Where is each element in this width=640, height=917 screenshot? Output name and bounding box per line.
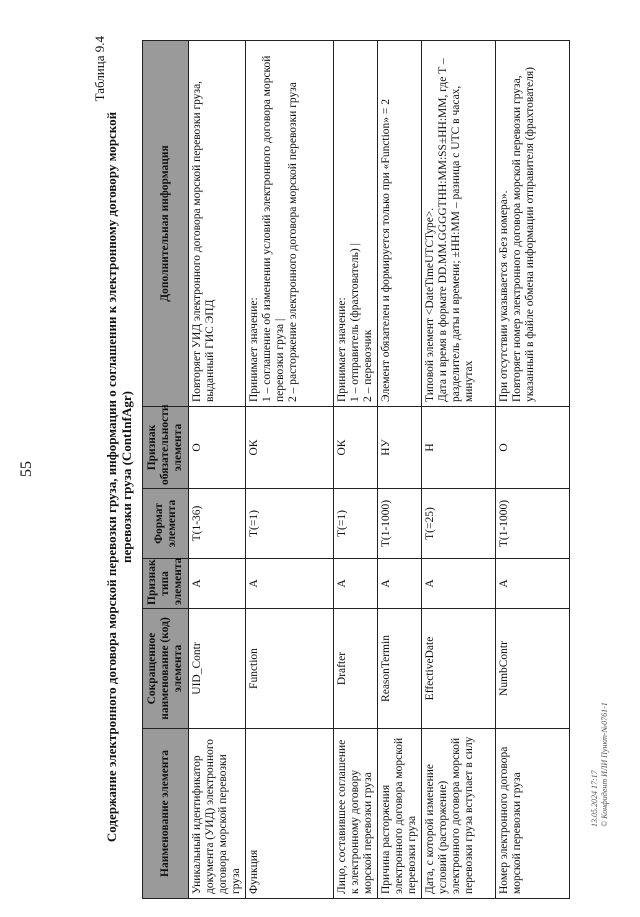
cell-required: НУ [378,407,422,489]
print-stamp [590,702,610,827]
cell-type: А [246,559,334,609]
table-row [334,41,378,899]
cell-code: ReasonTermin [378,609,422,729]
cell-required: О [496,407,570,489]
table-row [246,41,334,899]
cell-info: Принимает значение: 1 – отправитель (фрахтователь) | 2 – перевозчик [334,41,378,407]
cell-format: T(=25) [422,489,496,559]
cell-info: Повторяет УИД электронного договора морской перевозки груза, выданный ГИС ЭПД [189,41,246,407]
cell-code: NumbContr [496,609,570,729]
cell-name: Дата, с которой изменение условий (расторжение) электронного договора морской перевозки груза вступает в силу [422,729,496,899]
stamp-line: © Конфидент ИЛИ Пункт-№0761-1 [600,702,609,827]
table-row [378,41,422,899]
col-header-name: Наименование элемента [143,729,189,899]
cell-code: Function [246,609,334,729]
cell-format: T(=1) [334,489,378,559]
col-header-info: Дополнительная информация [143,41,189,407]
cell-info: При отсутствии указывается «Без номера». Повторяет номер электронного договора морской перевозки груза, указанный в файле обмена информации отправителя (фрахтователя) [496,41,570,407]
cell-type: А [496,559,570,609]
cell-format: T(1-1000) [378,489,422,559]
table-title: Содержание электронного договора морской перевозки груза, информации о соглашении к электронному договору морской перевозки груза (ContInfAgr) [104,111,134,843]
cell-code: EffectiveDate [422,609,496,729]
cell-format: T(1-36) [189,489,246,559]
cell-info: Принимает значение: 1 – соглашение об изменении условий электронного договора морской перевозки груза | 2 – расторжение электронного договора морской перевозки груза [246,41,334,407]
cell-name: Причина расторжения электронного договора морской перевозки груза [378,729,422,899]
cell-type: А [334,559,378,609]
cell-type: А [189,559,246,609]
header-row [143,41,189,899]
cell-name: Функция [246,729,334,899]
cell-code: UID_Contr [189,609,246,729]
cell-required: ОК [246,407,334,489]
cell-info: Элемент обязателен и формируется только при «Function» = 2 [378,41,422,407]
table-row [496,41,570,899]
col-header-format: Формат элемента [143,489,189,559]
cell-required: ОК [334,407,378,489]
data-table [142,40,570,899]
col-header-code: Сокращенное наименование (код) элемента [143,609,189,729]
col-header-required: Признак обязательности элемента [143,407,189,489]
cell-format: T(1-1000) [496,489,570,559]
cell-code: Drafter [334,609,378,729]
col-header-type: Признак типа элемента [143,559,189,609]
cell-required: Н [422,407,496,489]
cell-type: А [378,559,422,609]
cell-name: Номер электронного договора морской перевозки груза [496,729,570,899]
table-label: Таблица 9.4 [92,36,107,102]
cell-format: T(=1) [246,489,334,559]
cell-type: А [422,559,496,609]
cell-name: Лицо, составившее соглашение к электронному договору морской перевозки груза [334,729,378,899]
page-number: 55 [18,461,35,477]
table-row [422,41,496,899]
cell-required: О [189,407,246,489]
cell-name: Уникальный идентификатор документа (УИД) электронного договора морской перевозки груза [189,729,246,899]
stamp-line: 13.05.2024 17:17 [590,770,599,827]
cell-info: Типовой элемент <DateTimeUTCType>. Дата и время в формате DD.MM.GGGGTHH:MM:SS±HH:MM, где T – разделитель даты и времени; ±HH:MM – разница с UTC в часах, минутах [422,41,496,407]
table-row [189,41,246,899]
